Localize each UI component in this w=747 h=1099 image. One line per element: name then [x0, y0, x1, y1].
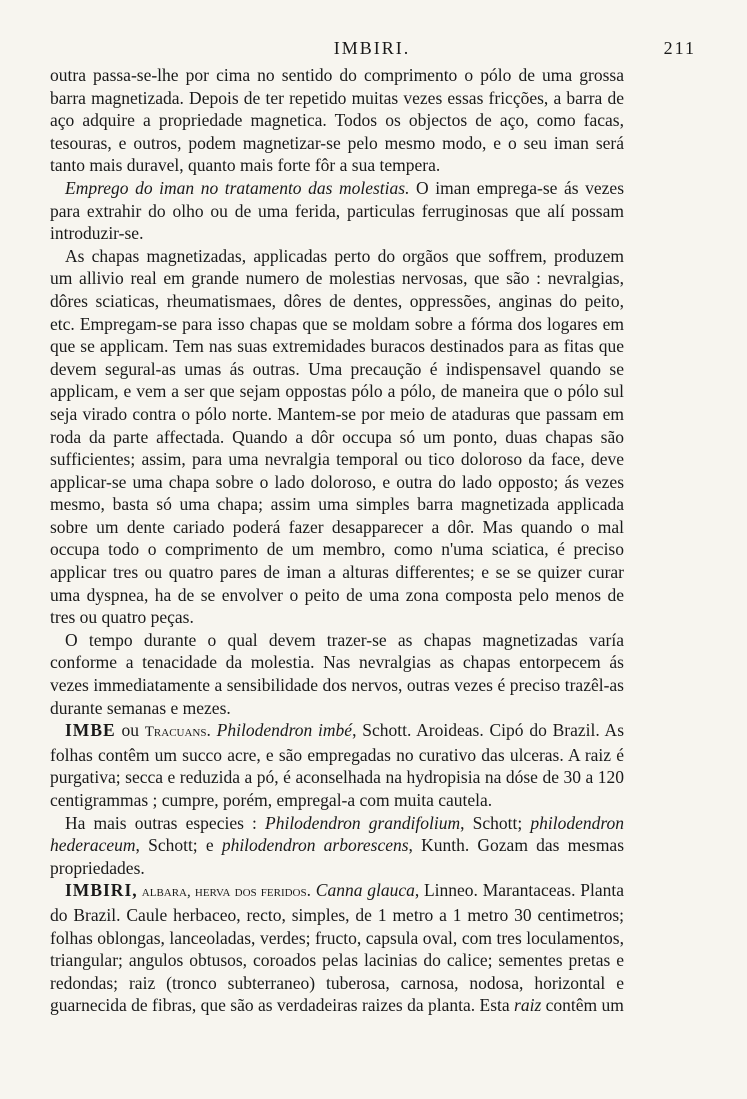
entry-connector: ou	[115, 720, 145, 741]
paragraph-magnetization: outra passa-se-lhe por cima no sentido do comprimento o pólo de uma grossa barra magnetizada. Depois de ter repetido muitas vezes essas fricções, a barra de aço adquire a propriedade magnetica. Todos os objectos de aço, como facas, tesouras, e outros, podem magnetizar-se pelo mesmo modo, e o seu iman será tanto mais duravel, quanto mais forte fôr a sua tempera.	[50, 65, 624, 176]
entry-headword: IMBE	[65, 720, 116, 741]
entry-imbiri	[50, 879, 624, 1017]
page-number: 211	[663, 38, 696, 58]
text-span: , Schott; e	[135, 835, 222, 856]
section-heading: Emprego do iman no tratamento das molestias.	[65, 177, 410, 198]
latin-name: philodendron hederaceum	[50, 812, 625, 856]
entry-alt-names: albara, herva dos feridos	[137, 884, 307, 901]
entry-text: , Linneo. Marantaceas. Planta do Brazil. Caule herbaceo, recto, simples, de 1 metro a 1 metro 30 centimetros; folhas oblongas, lanceoladas, verdes; fructo, capsula oval, com tres loculamentos, triangular; angulos obtusos, coroados pelas lacinias do calice; sementes pretas e redondas; raiz (tronco subterraneo) tuberosa, carnosa, nodosa, horizontal e guarnecida de fibras, que são as verdadeiras raizes da planta. Esta	[50, 880, 624, 1016]
entry-headword: IMBIRI,	[65, 880, 138, 901]
text-span: , Kunth. Gozam das mesmas propriedades.	[50, 835, 625, 878]
paragraph-duration: O tempo durante o qual devem trazer-se as chapas magnetizadas varía conforme a tenacidade da molestia. Nas nevralgias as chapas entorpecem ás vezes immediatamente a sensibilidade dos nervos, outras vezes é preciso trazêl-as durante semanas e mezes.	[50, 629, 624, 718]
paragraph-text: O iman emprega-se ás vezes para extrahir do olho ou de uma ferida, particulas ferruginosas que alí possam introduzir-se.	[50, 177, 625, 244]
header-title: IMBIRI.	[333, 38, 411, 58]
paragraph-chapas: As chapas magnetizadas, applicadas perto do orgãos que soffrem, produzem um allivio real em grande numero de molestias nervosas, que são : nevralgias, dôres sciaticas, rheumatismaes, dôres de dentes, oppressões, anginas do peito, etc. Empregam-se para isso chapas que se moldam sobre a fórma dos logares em que se applicam. Tem nas suas extremidades buracos destinados para as fitas que devem segural-as umas ás outras. Uma precaução é indispensavel quando se applicam, e vem a ser que sejam oppostas pólo a pólo, de maneira que o pólo sul seja virado contra o pólo norte. Mantem-se por meio de ataduras que passam em roda da parte affectada. Quando a dôr occupa só um ponto, duas chapas são sufficientes; assim, para uma nevralgia temporal ou tico doloroso da face, deve applicar-se uma chapa sobre o lado doloroso, e outra do lado opposto; ás vezes mesmo, basta só uma chapa; assim uma simples barra magnetizada applicada sobre um dente cariado poderá fazer desapparecer a dôr. Mas quando o mal occupa todo o comprimento de um membro, como n'uma sciatica, é preciso applicar tres ou quatro pares de iman a alturas differentes; e se se quizer curar uma dyspnea, ha de se envolver o peito de uma zona composta pelo menos de tres ou quatro peças.	[50, 245, 624, 628]
entry-text: , Schott. Aroideas. Cipó do Brazil. As folhas contêm um succo acre, e são empregadas no curativo das ulceras. A raiz é purgativa; secca e reduzida a pó, é aconselhada na hydropisia na dóse de 30 a 120 centigrammas ; cumpre, porém, empregal-a com muita cautela.	[50, 720, 625, 810]
paragraph-other-species	[50, 812, 624, 880]
entry-text: contêm um	[541, 995, 624, 1016]
running-header	[48, 38, 696, 62]
entry-latin-name: Philodendron imbé	[216, 720, 353, 741]
entry-separator: .	[206, 720, 217, 741]
entry-latin-name: Canna glauca	[315, 880, 415, 901]
entry-separator: .	[306, 880, 316, 901]
paragraph-iman-use	[50, 177, 624, 245]
entry-alt-name: Tracuans	[144, 724, 207, 741]
text-span: Ha mais outras especies :	[65, 812, 266, 833]
entry-italic-word: raiz	[514, 995, 542, 1016]
latin-name: philodendron arborescens	[221, 835, 409, 856]
entry-imbe	[50, 719, 624, 811]
text-span: , Schott;	[460, 812, 531, 833]
latin-name: Philodendron grandifolium	[265, 812, 461, 833]
body-text	[50, 64, 624, 1017]
